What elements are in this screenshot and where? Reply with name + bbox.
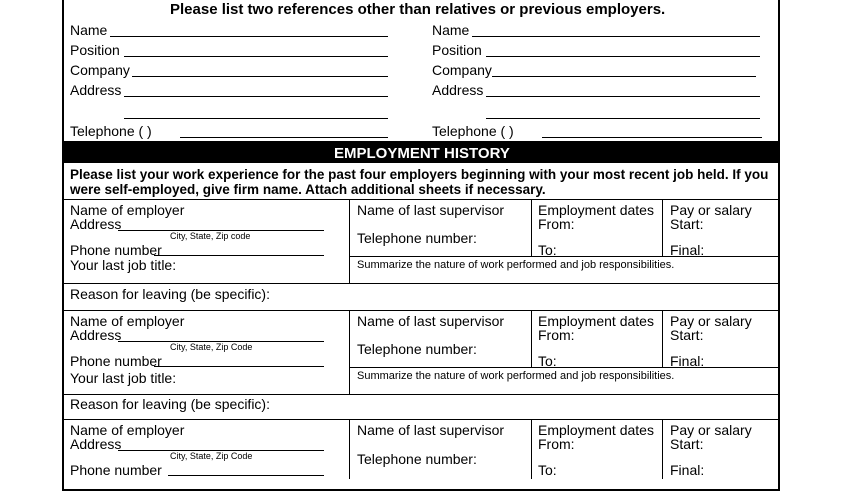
ref1-address-label: Address xyxy=(70,82,122,98)
block3-to-label: To: xyxy=(538,462,557,478)
block1-pay-label: Pay or salary xyxy=(670,202,752,218)
block1-address-label: Address xyxy=(70,216,122,232)
ref1-company-label: Company xyxy=(70,62,130,78)
block1-summary-label: Summarize the nature of work performed and job responsibilities. xyxy=(357,259,675,271)
ref2-address-field[interactable] xyxy=(486,96,760,97)
references-frame xyxy=(62,0,780,143)
ref1-position-label: Position xyxy=(70,42,120,58)
block1-reason-label: Reason for leaving (be specific): xyxy=(70,286,270,302)
block1-from-label: From: xyxy=(538,216,575,232)
block3-pay-label: Pay or salary xyxy=(670,422,752,438)
block1-final-label: Final: xyxy=(670,242,705,258)
ref1-position-field[interactable] xyxy=(124,56,388,57)
block2-phone-field[interactable] xyxy=(154,366,324,367)
block2-from-label: From: xyxy=(538,327,575,343)
block2-address-label: Address xyxy=(70,327,122,343)
ref2-address-field-2[interactable] xyxy=(486,118,760,119)
block3-divider-b xyxy=(531,419,532,479)
block1-supervisor-label: Name of last supervisor xyxy=(357,202,505,218)
block2-divider-b xyxy=(531,310,532,367)
references-heading: Please list two references other than relatives or previous employers. xyxy=(170,1,666,18)
block3-start-label: Start: xyxy=(670,436,704,452)
block3-divider-c xyxy=(662,419,663,479)
block1-bottom-rule xyxy=(62,310,780,311)
block2-telephone-label: Telephone number: xyxy=(357,341,477,357)
ref2-telephone-field[interactable] xyxy=(542,137,762,138)
block2-phone-label: Phone number xyxy=(70,353,162,369)
ref1-address-field-2[interactable] xyxy=(124,118,388,119)
instructions-line-1: Please list your work experience for the past four employers beginning with your most recent job held. If you xyxy=(70,167,769,182)
block1-telephone-label: Telephone number: xyxy=(357,230,477,246)
ref1-telephone-label: Telephone ( ) xyxy=(70,123,152,139)
block3-final-label: Final: xyxy=(670,462,705,478)
block2-pay-label: Pay or salary xyxy=(670,313,752,329)
block1-to-label: To: xyxy=(538,242,557,258)
block1-divider-c xyxy=(662,199,663,256)
block3-phone-field[interactable] xyxy=(168,475,324,476)
ref2-company-field[interactable] xyxy=(492,76,756,77)
block1-start-label: Start: xyxy=(670,216,704,232)
block2-dates-label: Employment dates xyxy=(538,313,654,329)
block2-reason-label: Reason for leaving (be specific): xyxy=(70,396,270,412)
block2-bottom-rule xyxy=(62,419,780,420)
ref1-name-field[interactable] xyxy=(110,36,388,37)
ref2-telephone-label: Telephone ( ) xyxy=(432,123,514,139)
block3-phone-label: Phone number xyxy=(70,462,162,478)
ref2-position-label: Position xyxy=(432,42,482,58)
block2-summary-label: Summarize the nature of work performed and job responsibilities. xyxy=(357,370,675,382)
block1-phone-field[interactable] xyxy=(154,255,324,256)
block2-supervisor-label: Name of last supervisor xyxy=(357,313,505,329)
block2-reason-rule xyxy=(62,394,780,395)
block3-csz-label: City, State, Zip Code xyxy=(170,451,253,461)
block2-start-label: Start: xyxy=(670,327,704,343)
instructions-line-2: were self-employed, give firm name. Attach additional sheets if necessary. xyxy=(70,182,546,197)
block2-employer-label: Name of employer xyxy=(70,313,185,329)
block2-divider-d xyxy=(349,367,350,394)
block1-divider-d xyxy=(349,256,350,283)
block1-phone-label: Phone number xyxy=(70,242,162,258)
block2-title-label: Your last job title: xyxy=(70,370,177,386)
block1-top-rule xyxy=(62,199,780,200)
ref1-company-field[interactable] xyxy=(132,76,388,77)
block2-to-label: To: xyxy=(538,353,557,369)
block1-reason-rule xyxy=(62,283,780,284)
block2-csz-label: City, State, Zip Code xyxy=(170,342,253,352)
ref1-name-label: Name xyxy=(70,22,108,38)
ref2-position-field[interactable] xyxy=(486,56,760,57)
block2-final-label: Final: xyxy=(670,353,705,369)
block2-divider-c xyxy=(662,310,663,367)
ref2-name-field[interactable] xyxy=(472,36,760,37)
employment-title: EMPLOYMENT HISTORY xyxy=(334,145,510,162)
block3-from-label: From: xyxy=(538,436,575,452)
ref2-name-label: Name xyxy=(432,22,470,38)
block1-dates-label: Employment dates xyxy=(538,202,654,218)
ref2-company-label: Company xyxy=(432,62,492,78)
block1-divider-a xyxy=(349,199,350,256)
block3-dates-label: Employment dates xyxy=(538,422,654,438)
block3-supervisor-label: Name of last supervisor xyxy=(357,422,505,438)
ref2-address-label: Address xyxy=(432,82,484,98)
ref1-telephone-field[interactable] xyxy=(180,137,388,138)
block1-csz-label: City, State, Zip code xyxy=(170,231,251,241)
block1-divider-b xyxy=(531,199,532,256)
block2-divider-a xyxy=(349,310,350,367)
block3-employer-label: Name of employer xyxy=(70,422,185,438)
block3-divider-a xyxy=(349,419,350,479)
block1-title-label: Your last job title: xyxy=(70,257,177,273)
ref1-address-field[interactable] xyxy=(124,96,388,97)
block1-employer-label: Name of employer xyxy=(70,202,185,218)
block3-address-label: Address xyxy=(70,436,122,452)
block3-telephone-label: Telephone number: xyxy=(357,451,477,467)
